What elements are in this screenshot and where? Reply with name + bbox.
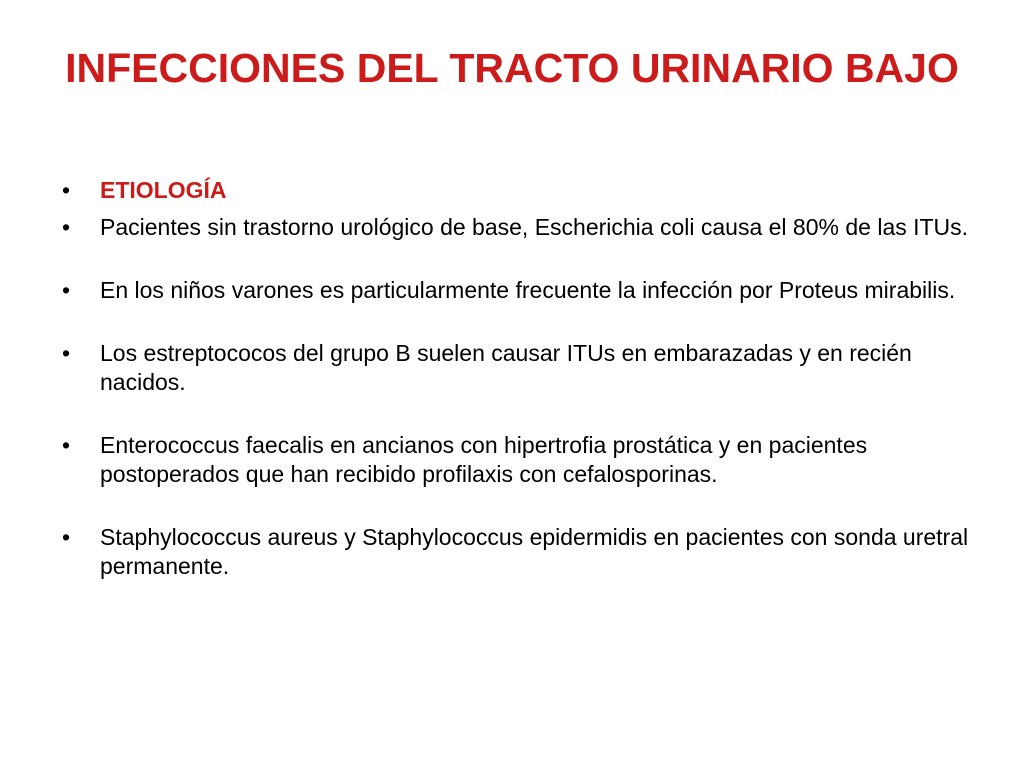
bullet-dot-icon: • (62, 432, 71, 458)
bullet-item-proteus (60, 276, 1000, 305)
bullet-item-enterococcus (60, 431, 1000, 489)
bullet-text: Los estreptococos del grupo B suelen causar ITUs en embarazadas y en recién nacidos. (100, 340, 912, 395)
bullet-item-escherichia (60, 213, 1000, 242)
bullet-dot-icon: • (62, 524, 71, 550)
bullet-dot-icon: • (62, 214, 71, 240)
slide-title: INFECCIONES DEL TRACTO URINARIO BAJO (65, 45, 959, 91)
bullet-text: Pacientes sin trastorno urológico de base, Escherichia coli causa el 80% de las ITUs. (100, 214, 969, 240)
bullet-item-etiologia (60, 176, 1000, 205)
bullet-text: ETIOLOGÍA (100, 177, 227, 203)
bullet-text: En los niños varones es particularmente frecuente la infección por Proteus mirabilis. (100, 277, 956, 303)
bullet-dot-icon: • (62, 177, 71, 203)
bullet-text: Staphylococcus aureus y Staphylococcus epidermidis en pacientes con sonda uretral permanente. (100, 524, 969, 579)
bullet-item-staphylococcus (60, 523, 1000, 581)
bullet-dot-icon: • (62, 277, 71, 303)
bullet-list (60, 176, 1000, 581)
bullet-item-estreptococos (60, 339, 1000, 397)
bullet-text: Enterococcus faecalis en ancianos con hipertrofia prostática y en pacientes postoperados que han recibido profilaxis con cefalosporinas. (100, 432, 868, 487)
bullet-dot-icon: • (62, 340, 71, 366)
